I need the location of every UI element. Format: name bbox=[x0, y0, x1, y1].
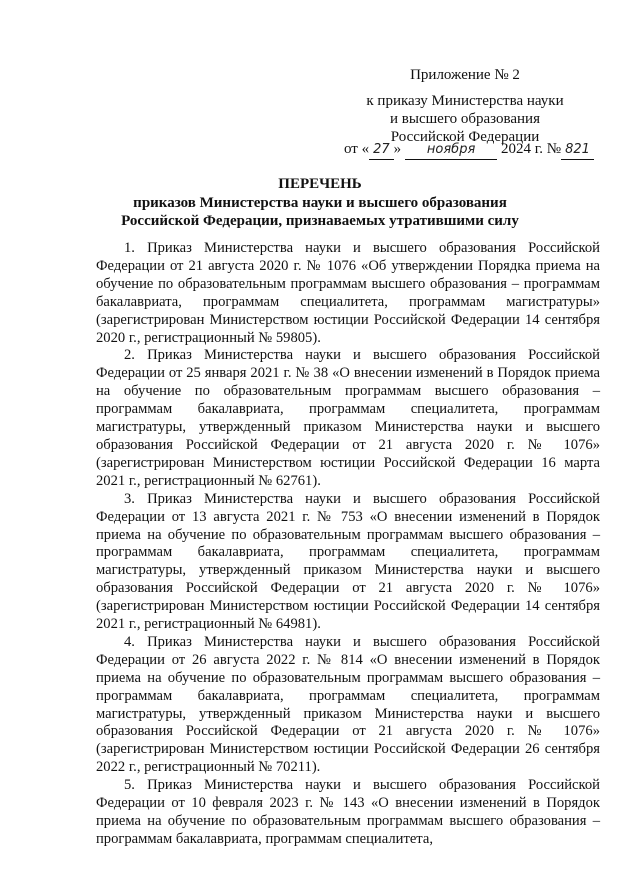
date-year: 2024 г. № bbox=[501, 141, 562, 157]
order-reference-line3: Российской Федерации bbox=[390, 129, 540, 145]
date-mid: » bbox=[393, 141, 402, 157]
document-subtitle-line2: Российской Федерации, признаваемых утратившими силу bbox=[121, 213, 519, 229]
list-item: 1. Приказ Министерства науки и высшего образования Российской Федерации от 21 августа 2020 г. № 1076 «Об утверждении Порядка приема на обучение по образовательным программам высшего образования – программам бакалавриата, программам специалитета, программам магистратуры» (зарегистрирован Министерством юстиции Российской Федерации 14 сентября 2020 г., регистрационный № 59805). bbox=[96, 240, 600, 346]
list-item: 2. Приказ Министерства науки и высшего образования Российской Федерации от 25 января 2021 г. № 38 «О внесении изменений в Порядок приема на обучение по образовательным программам высшего образования – программам бакалавриата, программам специалитета, программам магистратуры, утвержденный приказом Министерства науки и высшего образования Российской Федерации от 21 августа 2020 г. № 1076» (зарегистрирован Министерством юстиции Российской Федерации 16 марта 2021 г., регистрационный № 62761). bbox=[96, 347, 600, 489]
date-prefix: от « bbox=[344, 141, 370, 157]
document-title: ПЕРЕЧЕНЬ bbox=[278, 176, 362, 192]
list-item: 3. Приказ Министерства науки и высшего образования Российской Федерации от 13 августа 2021 г. № 753 «О внесении изменений в Порядок приема на обучение по образовательным программам высшего образования – программам бакалавриата, программам специалитета, программам магистратуры, утвержденный приказом Министерства науки и высшего образования Российской Федерации от 21 августа 2020 г. № 1076» (зарегистрирован Министерством юстиции Российской Федерации 14 сентября 2021 г., регистрационный № 64981). bbox=[96, 490, 600, 633]
handwritten-number: 821 bbox=[561, 141, 594, 160]
appendix-number: Приложение № 2 bbox=[410, 67, 520, 83]
handwritten-day: 27 bbox=[369, 141, 394, 160]
handwritten-month: ноября bbox=[405, 141, 497, 160]
order-reference-line1: к приказу Министерства науки bbox=[366, 93, 564, 109]
document-subtitle-line1: приказов Министерства науки и высшего образования bbox=[133, 195, 507, 211]
list-item: 4. Приказ Министерства науки и высшего образования Российской Федерации от 26 августа 2022 г. № 814 «О внесении изменений в Порядок приема на обучение по образовательным программам высшего образования – программам бакалавриата, программам специалитета, программам магистратуры, утвержденный приказом Министерства науки и высшего образования Российской Федерации от 21 августа 2020 г. № 1076» (зарегистрирован Министерством юстиции Российской Федерации 26 сентября 2022 г., регистрационный № 70211). bbox=[96, 633, 600, 776]
order-reference-line2: и высшего образования bbox=[390, 111, 540, 127]
appendix-header bbox=[330, 66, 600, 146]
orders-list bbox=[96, 240, 600, 849]
list-item: 5. Приказ Министерства науки и высшего образования Российской Федерации от 10 февраля 2023 г. № 143 «О внесении изменений в Порядок приема на обучение по образовательным программам высшего образования – программам бакалавриата, программам специалитета, bbox=[96, 777, 600, 847]
order-date-line bbox=[344, 140, 594, 160]
